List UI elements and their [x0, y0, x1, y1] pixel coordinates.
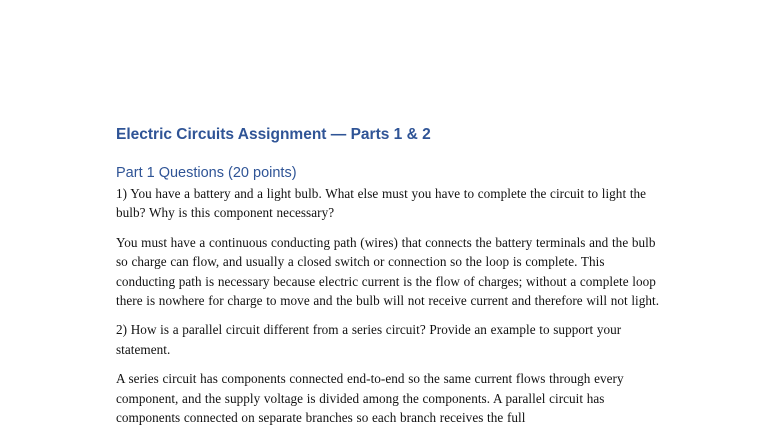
document-body: [116, 126, 664, 437]
section-heading: Part 1 Questions (20 points): [116, 165, 297, 181]
document-title: Electric Circuits Assignment — Parts 1 & 2: [116, 126, 431, 143]
question-2: 2) How is a parallel circuit different from a series circuit? Provide an example to support your statement.: [116, 322, 622, 357]
question-1: 1) You have a battery and a light bulb. What else must you have to complete the circuit to light the bulb? Why is this component necessary?: [116, 186, 647, 221]
answer-2: A series circuit has components connected end-to-end so the same current flows through every component, and the supply voltage is divided among the components. A parallel circuit has components connected on separate branches so each branch receives the full: [116, 371, 624, 426]
answer-1: You must have a continuous conducting path (wires) that connects the battery terminals and the bulb so charge can flow, and usually a closed switch or connection so the loop is complete. This conducting path is necessary because electric current is the flow of charges; without a complete loop there is nowhere for charge to move and the bulb will not receive current and therefore will not light.: [116, 234, 660, 309]
